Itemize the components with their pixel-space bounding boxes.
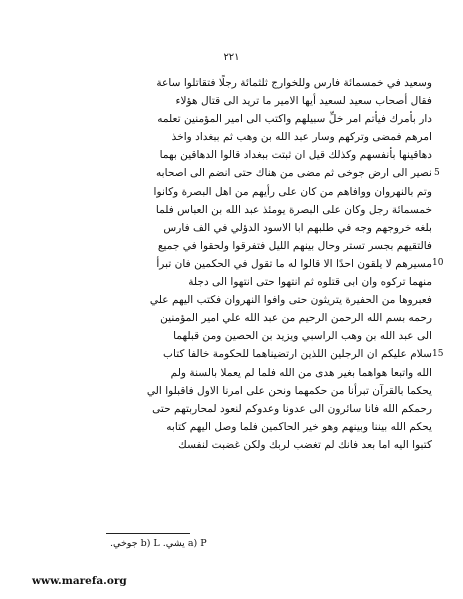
text-line: خمسمائة رجل وكان على البصرة يومئذ عبد الله بن العباس فلما xyxy=(155,203,432,216)
text-line: دار بأمرك فيأتم امر خلِّ سبيلهم واكتب الى امير المؤمنين تعلمه xyxy=(157,113,432,126)
text-line: وسعيد في خمسمائة فارس وللخوارج ثلثمائة رجلًا فتقاتلوا ساعة xyxy=(156,77,432,89)
page-number: ٢٢١ xyxy=(223,52,240,63)
website-watermark: www.marefa.org xyxy=(32,575,127,587)
footnote-rule xyxy=(106,533,190,534)
text-line: فالتقيهم بجسر تستر وحال بينهم الليل فتفرقوا ولحقوا في جميع xyxy=(157,239,432,252)
body-text xyxy=(40,74,432,454)
text-line: دهاقينها بأنفسهم وكذلك قيل ان ثبتت ببغداد قالوا الدهاقين بهما xyxy=(159,149,432,162)
text-line: امرهم فمضى وتركهم وسار عبد الله بن وهب ثم ببغداد واخذ xyxy=(171,131,432,144)
line-number-marker: 10 xyxy=(432,258,444,268)
text-line: نصير الى ارض جوخى ثم مضى من هناك حتى انضم الى اصحابه xyxy=(156,167,432,180)
text-line: مسيرهم لا يلقون احدًا الا قالوا له ما تقول في الحكمين فان تبرأ xyxy=(156,257,432,270)
text-line: رحمه بسم الله الرحمن الرحيم من عبد الله علي امير المؤمنين xyxy=(160,312,432,325)
text-line: منهما تركوه وان ابى قتلوه ثم انتهوا حتى انتهوا الى دجلة xyxy=(188,276,432,289)
line-number-marker: 5 xyxy=(434,168,440,178)
text-line: الى عبد الله بن وهب الراسبي ويزيد بن الحصين ومن قبلهما xyxy=(173,330,432,343)
text-line: فعبروها من الحفيرة يتريثون حتى وافوا النهروان فكتب اليهم علي xyxy=(149,294,432,307)
text-line: يحكما بالقرآن تبرأنا من حكمهما ونحن على امرنا الاول فاقبلوا الي xyxy=(146,384,432,397)
text-line: يحكم الله بيننا وبينهم وهو خير الحاكمين فلما وصل اليهم كتابه xyxy=(166,420,432,433)
text-line: بلغه خروجهم وجه في طلبهم ابا الاسود الدؤلي في الف فارس xyxy=(163,221,432,234)
footnote: a) P يشي. b) L جوخي. xyxy=(110,538,207,549)
line-number-marker: 15 xyxy=(432,349,444,359)
text-line: رحمكم الله فانا سائرون الى عدونا وعدوكم لنعود لمحاربتهم حتى xyxy=(152,402,432,415)
text-line: كتبوا اليه اما بعد فانك لم تغضب لربك ولكن غضبت لنفسك xyxy=(178,438,432,451)
text-line: الله واتبعا هواهما بغير هدى من الله فلما لم يعملا بالسنة ولم xyxy=(170,366,432,379)
text-line: فقال أصحاب سعيد لسعيد أيها الامير ما تريد الى قتال هؤلاء xyxy=(175,95,432,108)
text-line: وتم بالنهروان ووافاهم من كان على رأيهم من اهل البصرة وكانوا xyxy=(153,185,432,198)
text-line: سلام عليكم ان الرجلين اللذين ارتضيناهما للحكومة خالفا كتاب xyxy=(163,348,432,361)
